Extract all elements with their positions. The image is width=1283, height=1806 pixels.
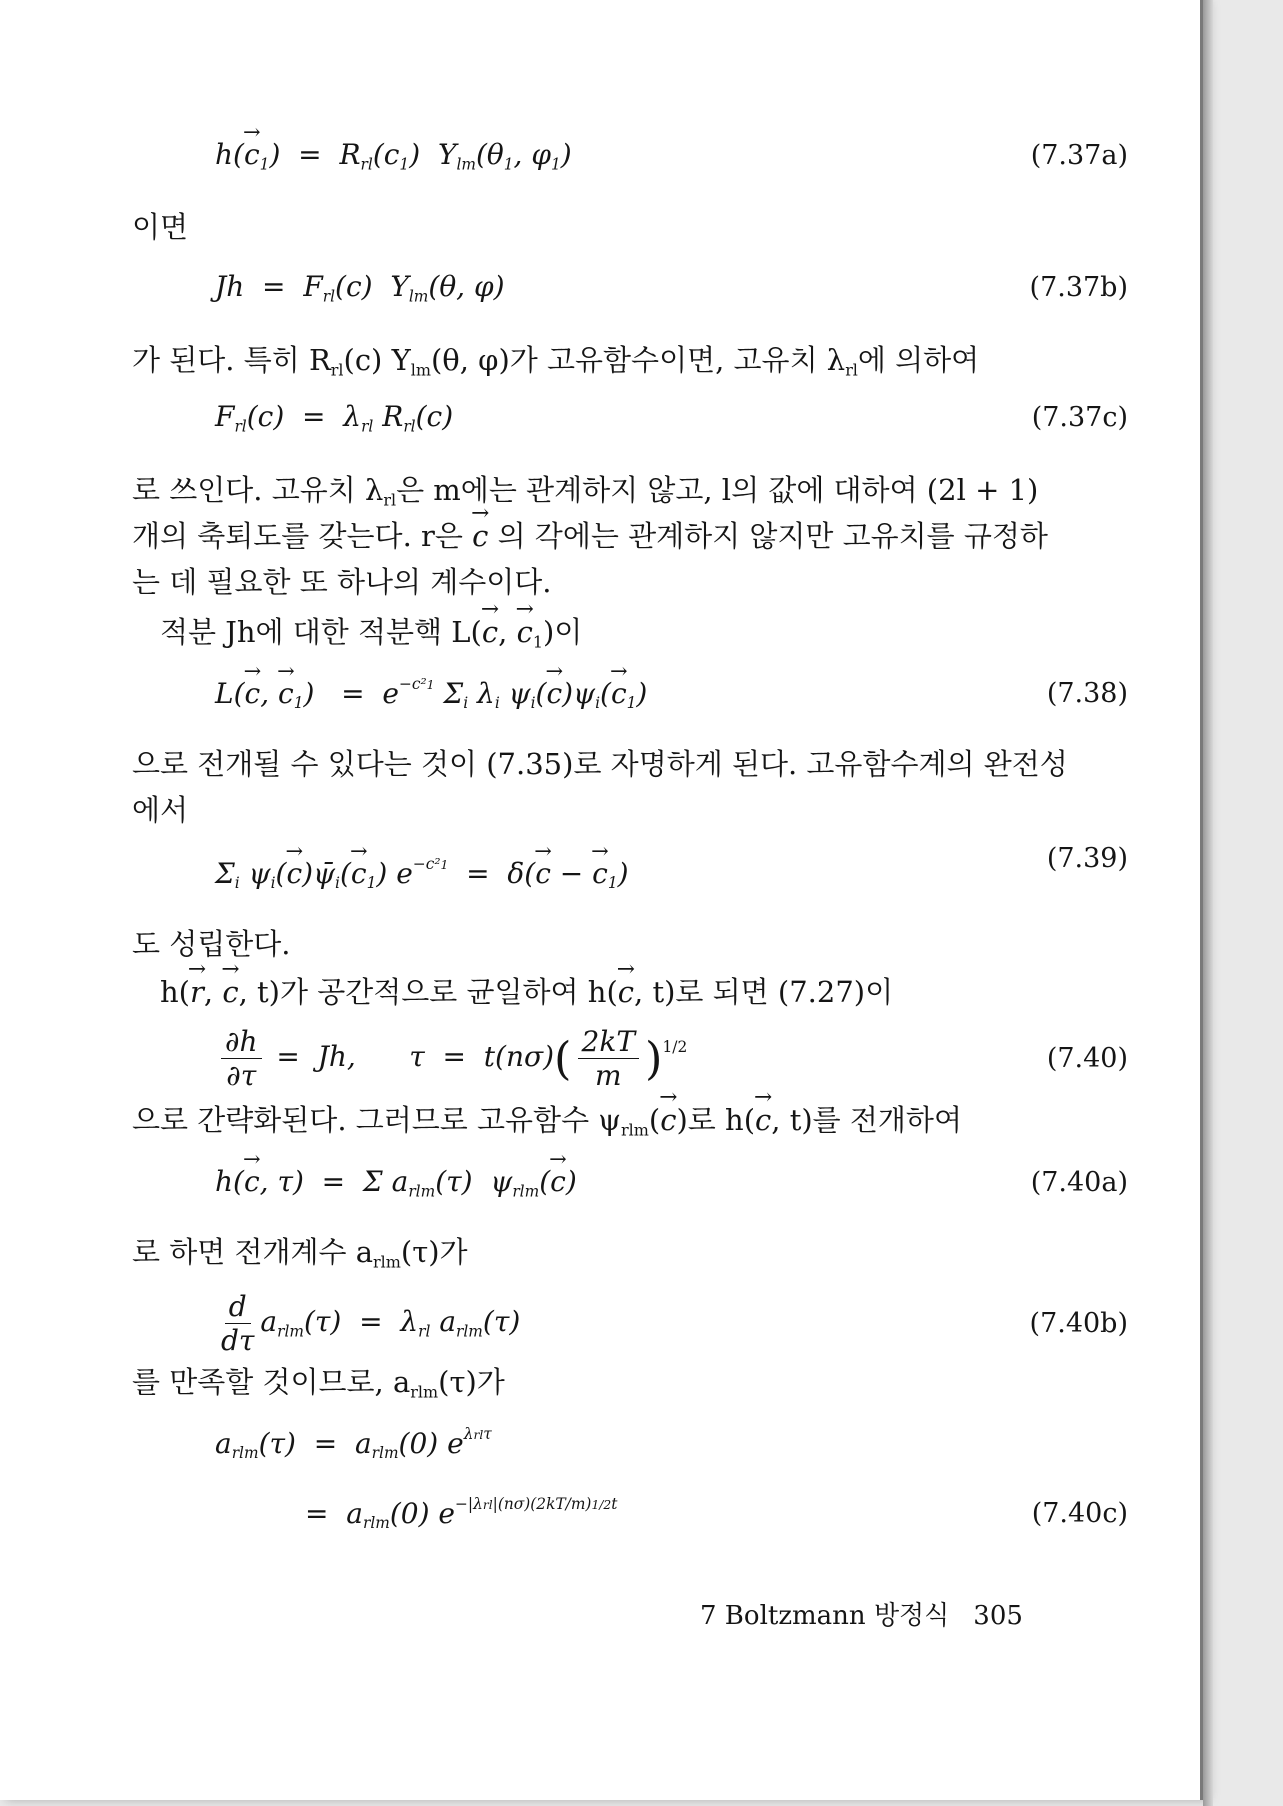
equation-expression: $h(\to c_1) = R_{rl}(c_1)$ $Y_{lm}(\theta_1$, $\varphi_1$): [215, 138, 572, 173]
paragraph-text: 도 성립한다.: [132, 927, 291, 961]
equation-7-38: [215, 675, 1128, 712]
paragraph-text: 적분 Jh에 대한 적분핵 L(→ c, → $c_1$)이: [160, 610, 582, 652]
equation-expression: h(→ c, τ) = Σ $a_{rlm}(\tau)$ $\psi_{rlm}(\to c)$: [215, 1165, 577, 1200]
paragraph-text: 를 만족할 것이므로, $a_{rlm}(\tau)$가: [132, 1365, 505, 1402]
equation-expression: $\frac{d}{d\tau}$ $a_{rlm}(\tau) = \lambda_{rl}$ $a_{rlm}(\tau)$: [221, 1290, 521, 1357]
equation-7-40c-line1: [215, 1425, 1128, 1462]
paragraph-text: 로 하면 전개계수 $a_{rlm}(\tau)$가: [132, 1235, 468, 1272]
paragraph-text: 이면: [132, 210, 189, 244]
equation-number: (7.40b): [1029, 1308, 1128, 1339]
page-edge: [1203, 0, 1213, 1806]
chapter-title: 7 Boltzmann 방정식: [700, 1601, 950, 1631]
equation-number: (7.40a): [1030, 1167, 1128, 1199]
paragraph-text: 으로 간략화된다. 그러므로 고유함수 $\psi_{rlm}(\to c)$로 h(→ c, t)를 전개하여: [132, 1098, 962, 1140]
equation-7-40b: [215, 1290, 1128, 1357]
equation-expression: = $a_{rlm}(0)$ $e^{-|\lambda rl|(n\sigma)(2kT/m)1/2t}$: [305, 1495, 618, 1533]
equation-7-39: [215, 843, 1128, 893]
equation-expression: $a_{rlm}(\tau) = a_{rlm}(0)$ $e^{\lambda rl\tau}$: [215, 1425, 492, 1463]
equation-expression: $Jh = F_{rl}(c)$ $Y_{lm}(\theta$, φ): [215, 270, 505, 306]
equation-number: (7.40c): [1031, 1498, 1128, 1530]
equation-expression: $F_{rl}(c) = \lambda_{rl}$ $R_{rl}(c)$: [215, 400, 454, 436]
equation-number: (7.37b): [1029, 272, 1128, 304]
equation-7-40a: [215, 1165, 1128, 1200]
equation-number: (7.38): [1046, 678, 1128, 710]
equation-7-40c: [215, 1495, 1128, 1532]
equation-7-37a: [215, 138, 1128, 173]
equation-expression: $\frac{\partial h}{\partial\tau}$ = Jh, τ = t(nσ)( $\frac{2kT}{m}$ )$^{1/2}$: [215, 1025, 687, 1092]
equation-7-37b: [215, 270, 1128, 305]
paragraph-text: 가 된다. 특히 $R_{rl}(c)$ $Y_{lm}(\theta$, φ)가 고유함수이면, 고유치 $\lambda_{rl}$에 의하여: [132, 343, 980, 380]
paragraph-text: 로 쓰인다. 고유치 $\lambda_{rl}$은 m에는 관계하지 않고, l의 값에 대하여 (2l + 1): [132, 473, 1039, 510]
page-number: 305: [973, 1601, 1023, 1631]
equation-7-37c: [215, 400, 1128, 435]
paragraph-text: 개의 축퇴도를 갖는다. r은 → c 의 각에는 관계하지 않지만 고유치를 규정하: [132, 514, 1048, 555]
paragraph-text: 에서: [132, 793, 189, 827]
paragraph-text: 으로 전개될 수 있다는 것이 (7.35)로 자명하게 된다. 고유함수계의 완전성: [132, 747, 1068, 781]
equation-number: (7.37c): [1031, 402, 1128, 434]
equation-number: (7.37a): [1030, 140, 1128, 172]
paragraph-text: h(→ r, → c, t)가 공간적으로 균일하여 h(→ c, t)로 되면 (7.27)이: [160, 970, 893, 1011]
equation-number: (7.40): [1046, 1043, 1128, 1074]
equation-7-40: [215, 1025, 1128, 1092]
paragraph-text: 는 데 필요한 또 하나의 계수이다.: [132, 565, 552, 599]
page-footer: [700, 1595, 1023, 1632]
equation-expression: $\Sigma_i$ $\psi_i(\to$ $c)\psī_i(\to c_1)$ $e^{-c^21} = \delta(\to c$ − → $c_1$): [215, 855, 629, 892]
equation-number: (7.39): [1046, 843, 1128, 875]
equation-expression: L(→ c, → $c_1) = e^{-c^21}$ $\Sigma_i$ $\lambda_i$ $\psi_i(\to c)\psi_i(\to c_1)$: [215, 675, 647, 712]
